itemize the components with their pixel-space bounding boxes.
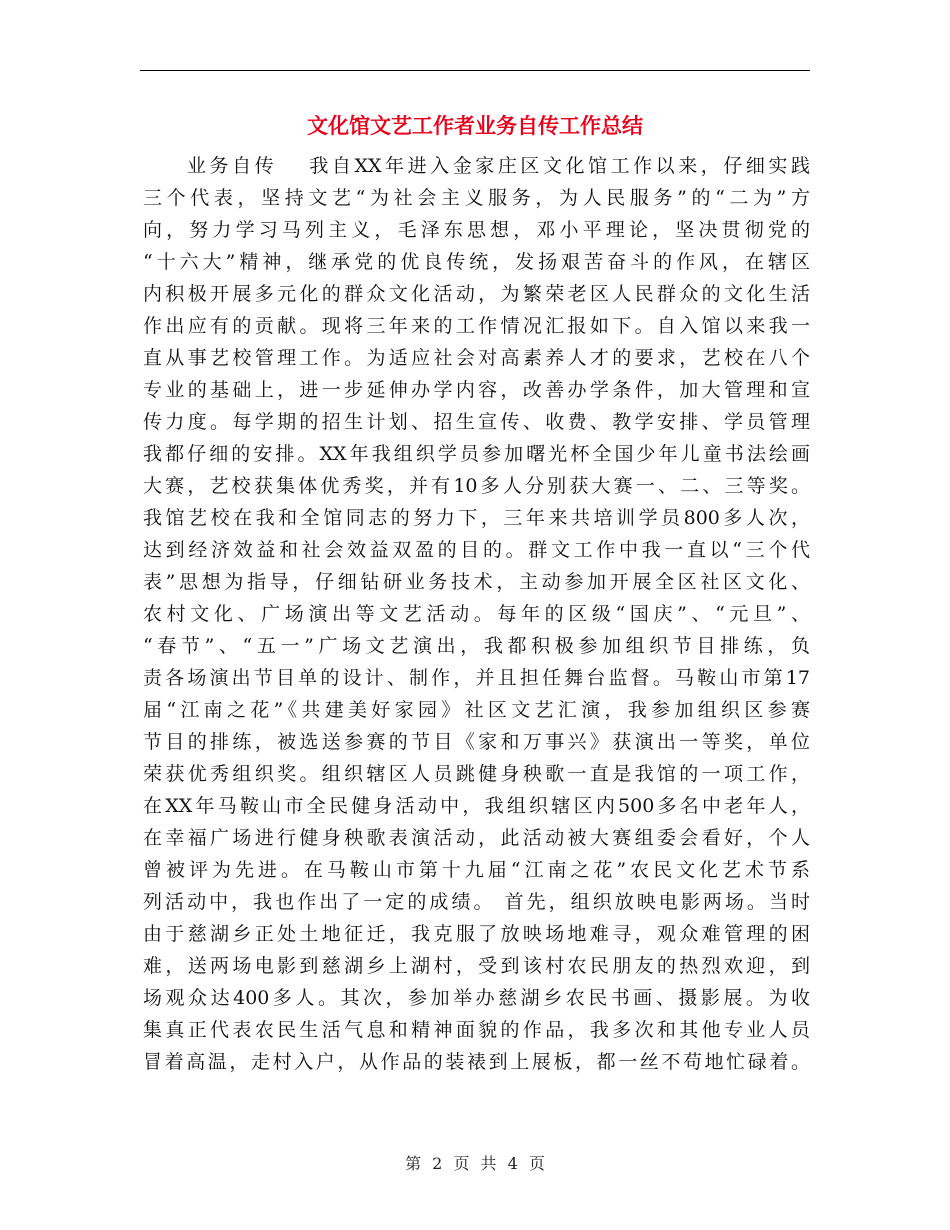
body-line: 集真正代表农民生活气息和精神面貌的作品，我多次和其他专业人员 bbox=[143, 1019, 810, 1041]
body-line: 节目的排练，被选送参赛的节目《家和万事兴》获演出一等奖，单位 bbox=[143, 731, 810, 753]
body-line: 难，送两场电影到慈湖乡上湖村，受到该村农民朋友的热烈欢迎，到 bbox=[143, 955, 810, 977]
body-line: 业务自传 我自XX年进入金家庄区文化馆工作以来，仔细实践 bbox=[187, 155, 810, 177]
page-number: 第 2 页 共 4 页 bbox=[405, 1154, 545, 1173]
body-line: 内积极开展多元化的群众文化活动，为繁荣老区人民群众的文化生活 bbox=[143, 283, 810, 305]
body-line: 我都仔细的安排。XX年我组织学员参加曙光杯全国少年儿童书法绘画 bbox=[143, 443, 810, 465]
body-line: 曾被评为先进。在马鞍山市第十九届“江南之花”农民文化艺术节系 bbox=[143, 859, 810, 881]
body-line: 届“江南之花”《共建美好家园》社区文艺汇演，我参加组织区参赛 bbox=[143, 699, 810, 721]
body-line: 直从事艺校管理工作。为适应社会对高素养人才的要求，艺校在八个 bbox=[143, 347, 810, 369]
body-line: 在XX年马鞍山市全民健身活动中，我组织辖区内500多名中老年人， bbox=[143, 795, 810, 817]
body-line: 荣获优秀组织奖。组织辖区人员跳健身秧歌一直是我馆的一项工作， bbox=[143, 763, 810, 785]
document-title: 文化馆文艺工作者业务自传工作总结 bbox=[307, 114, 643, 138]
document-body bbox=[143, 150, 810, 1078]
body-line: 表”思想为指导，仔细钻研业务技术，主动参加开展全区社区文化、 bbox=[143, 571, 810, 593]
body-line: 场观众达400多人。其次，参加举办慈湖乡农民书画、摄影展。为收 bbox=[143, 987, 810, 1009]
body-line: 农村文化、广场演出等文艺活动。每年的区级“国庆”、“元旦”、 bbox=[143, 603, 810, 625]
body-line: 责各场演出节目单的设计、制作，并且担任舞台监督。马鞍山市第17 bbox=[143, 667, 810, 689]
body-line: 三个代表，坚持文艺“为社会主义服务，为人民服务”的“二为”方 bbox=[143, 187, 810, 209]
body-line: 传力度。每学期的招生计划、招生宣传、收费、教学安排、学员管理 bbox=[143, 411, 810, 433]
header-rule bbox=[140, 70, 810, 71]
body-line: 向，努力学习马列主义，毛泽东思想，邓小平理论，坚决贯彻党的 bbox=[143, 219, 810, 241]
body-line: 大赛，艺校获集体优秀奖，并有10多人分别获大赛一、二、三等奖。 bbox=[143, 475, 810, 497]
body-line: “十六大”精神，继承党的优良传统，发扬艰苦奋斗的作风，在辖区 bbox=[143, 251, 810, 273]
body-line: 冒着高温，走村入户，从作品的装裱到上展板，都一丝不苟地忙碌着。 bbox=[143, 1051, 810, 1073]
body-line: “春节”、“五一”广场文艺演出，我都积极参加组织节目排练，负 bbox=[143, 635, 810, 657]
body-line: 专业的基础上，进一步延伸办学内容，改善办学条件，加大管理和宣 bbox=[143, 379, 810, 401]
body-line: 列活动中，我也作出了一定的成绩。 首先，组织放映电影两场。当时 bbox=[143, 891, 810, 913]
body-line: 在幸福广场进行健身秧歌表演活动，此活动被大赛组委会看好，个人 bbox=[143, 827, 810, 849]
body-line: 达到经济效益和社会效益双盈的目的。群文工作中我一直以“三个代 bbox=[143, 539, 810, 561]
body-line: 作出应有的贡献。现将三年来的工作情况汇报如下。自入馆以来我一 bbox=[143, 315, 810, 337]
body-line: 由于慈湖乡正处土地征迁，我克服了放映场地难寻，观众难管理的困 bbox=[143, 923, 810, 945]
body-line: 我馆艺校在我和全馆同志的努力下，三年来共培训学员800多人次， bbox=[143, 507, 810, 529]
